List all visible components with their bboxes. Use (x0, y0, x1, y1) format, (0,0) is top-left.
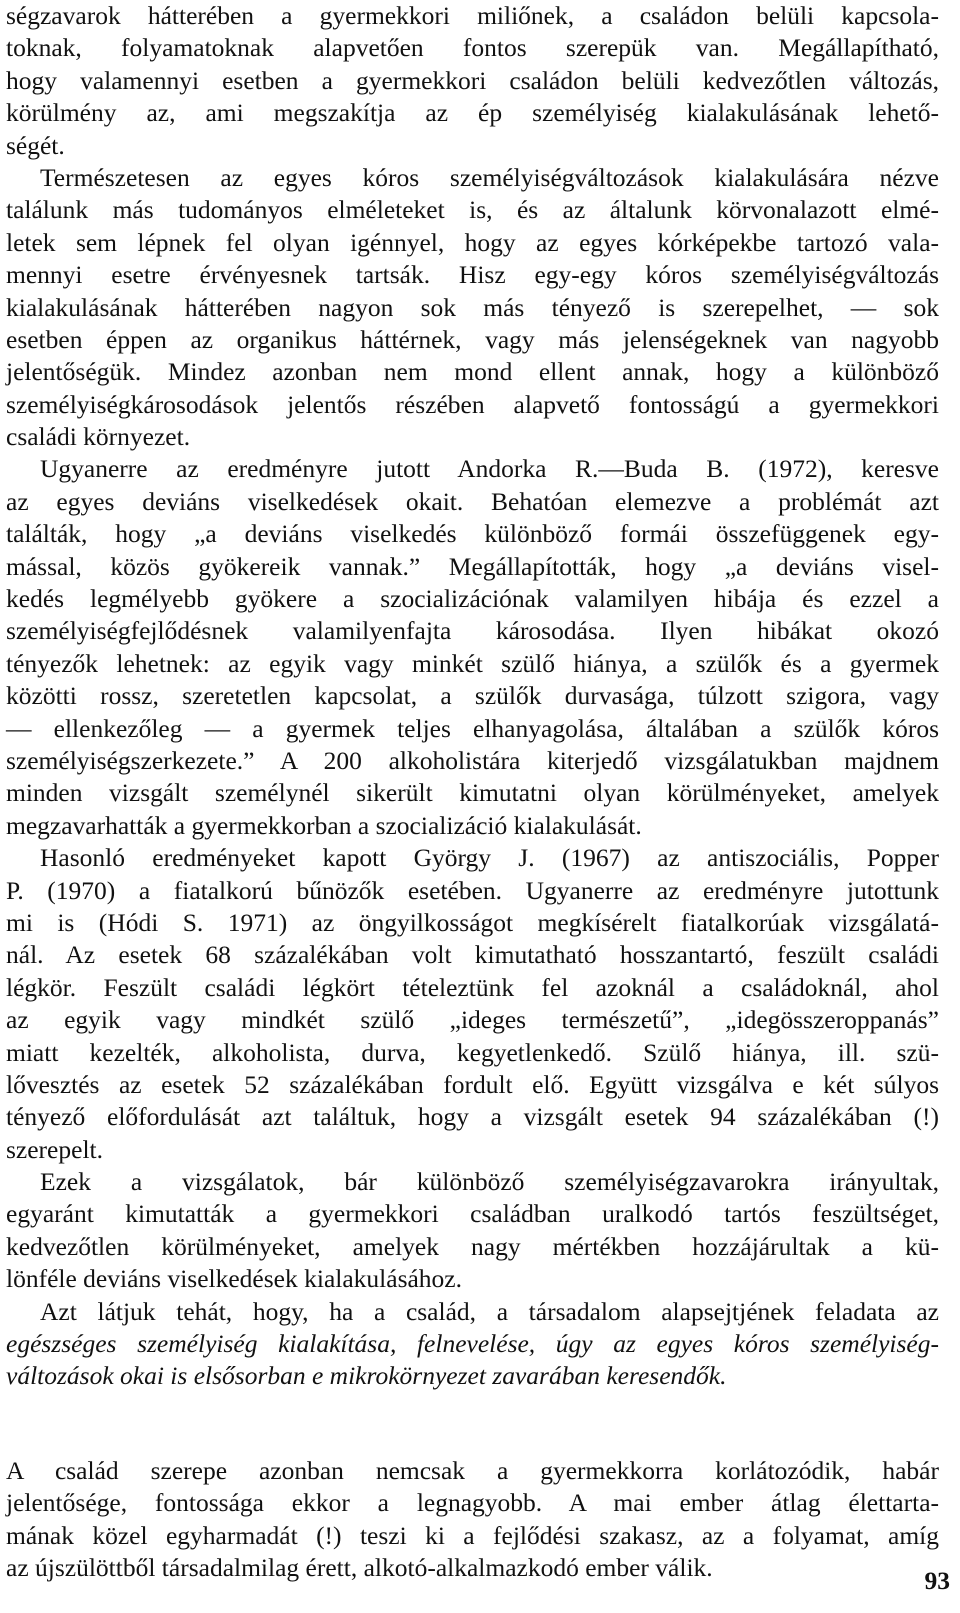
paragraph (6, 1455, 939, 1585)
paragraph (6, 1166, 939, 1296)
paragraph (6, 0, 939, 162)
text-line: Ezek a vizsgálatok, bár különböző személyiségzavarokra irányultak, (40, 1167, 939, 1197)
text-line: egyaránt kimutatták a gyermekkori családban uralkodó tartós feszültséget, (6, 1199, 939, 1229)
text-line: Hasonló eredményeket kapott György J. (1967) az antiszociális, Popper (40, 843, 939, 873)
text-line: személyiségfejlődésnek valamilyenfajta károsodása. Ilyen hibákat okozó (6, 616, 939, 646)
text-line: mással, közös gyökereik vannak.” Megállapították, hogy „a deviáns visel- (6, 551, 939, 581)
text-line: az újszülöttből társadalmilag érett, alkotó-alkalmazkodó ember válik. (6, 1552, 713, 1582)
document-page (6, 0, 939, 1584)
text-line: toknak, folyamatoknak alapvetően fontos szerepük van. Megállapítható, (6, 33, 939, 63)
paragraph-conclusion (6, 1296, 939, 1393)
section-gap (6, 1393, 939, 1455)
text-line: légkör. Feszült családi légkört tételeztünk fel azoknál a családoknál, ahol (6, 972, 939, 1002)
text-line: letek sem lépnek fel olyan igénnyel, hogy az egyes kórképekbe tartozó vala- (6, 227, 939, 257)
text-line: szerepelt. (6, 1134, 103, 1164)
text-line: lönféle deviáns viselkedések kialakulásához. (6, 1264, 462, 1294)
text-line: személyiségszerkezete.” A 200 alkoholistára kiterjedő vizsgálatukban majdnem (6, 745, 939, 775)
text-line: jelentőségük. Mindez azonban nem mond ellent annak, hogy a különböző (6, 357, 939, 387)
text-line: — ellenkezőleg — a gyermek teljes elhanyagolása, általában a szülők kóros (6, 713, 939, 743)
text-line: tényező előfordulását azt találtuk, hogy a vizsgált esetek 94 százalékában (!) (6, 1102, 939, 1132)
paragraph (6, 453, 939, 842)
paragraph (6, 842, 939, 1166)
text-line: változások okai is elsősorban e mikrokörnyezet zavarában keresendők. (6, 1361, 727, 1391)
text-line: mának közel egyharmadát (!) teszi ki a fejlődési szakasz, az a folyamat, amíg (6, 1520, 939, 1550)
text-line: A család szerepe azonban nemcsak a gyermekkorra korlátozódik, habár (6, 1455, 939, 1485)
text-line: Ugyanerre az eredményre jutott Andorka R.—Buda B. (1972), keresve (40, 454, 939, 484)
text-line: körülmény az, ami megszakítja az ép személyiség kialakulásának lehető- (6, 98, 939, 128)
text-line: kialakulásának hátterében nagyon sok más tényező is szerepelhet, — sok (6, 292, 939, 322)
text-line: jelentősége, fontossága ekkor a legnagyobb. A mai ember átlag élettarta- (6, 1488, 939, 1518)
text-line: hogy valamennyi esetben a gyermekkori családon belüli kedvezőtlen változás, (6, 65, 939, 95)
text-line: családi környezet. (6, 422, 191, 452)
text-line: kedés legmélyebb gyökere a szocializációnak valamilyen hibája és ezzel a (6, 584, 939, 614)
text-line: Azt látjuk tehát, hogy, ha a család, a társadalom alapsejtjének feladata az (40, 1296, 939, 1326)
text-line: mennyi esetre érvényesnek tartsák. Hisz egy-egy kóros személyiségváltozás (6, 260, 939, 290)
text-line: miatt kezelték, alkoholista, durva, kegyetlenkedő. Szülő hiánya, ill. szü- (6, 1037, 939, 1067)
text-line: személyiségkárosodások jelentős részében alapvető fontosságú a gyermekkori (6, 389, 939, 419)
text-line: mi is (Hódi S. 1971) az öngyilkosságot megkísérelt fiatalkorúak vizsgálatá- (6, 907, 939, 937)
text-line: esetben éppen az organikus háttérnek, vagy más jelenségeknek van nagyobb (6, 324, 939, 354)
text-line: kedvezőtlen körülményeket, amelyek nagy mértékben hozzájárultak a kü- (6, 1231, 939, 1261)
text-line: egészséges személyiség kialakítása, felnevelése, úgy az egyes kóros személyiség- (6, 1329, 939, 1359)
text-line: ségzavarok hátterében a gyermekkori miliőnek, a családon belüli kapcsola- (6, 1, 939, 30)
text-line: ségét. (6, 130, 65, 160)
text-line: az egyik vagy mindkét szülő „ideges természetű”, „idegösszeroppanás” (6, 1005, 939, 1035)
text-line: nál. Az esetek 68 százalékában volt kimutatható hosszantartó, feszült családi (6, 940, 939, 970)
text-line: találunk más tudományos elméleteket is, és az általunk körvonalazott elmé- (6, 195, 939, 225)
text-line: tényezők lehetnek: az egyik vagy minkét szülő hiánya, a szülők és a gyermek (6, 648, 939, 678)
paragraph (6, 162, 939, 454)
text-line: P. (1970) a fiatalkorú bűnözők esetében. Ugyanerre az eredményre jutottunk (6, 875, 939, 905)
text-line: Természetesen az egyes kóros személyiségváltozások kialakulására nézve (40, 162, 939, 192)
text-line: megzavarhatták a gyermekkorban a szocializáció kialakulását. (6, 810, 642, 840)
text-line: lővesztés az esetek 52 százalékában fordult elő. Együtt vizsgálva e két súlyos (6, 1069, 939, 1099)
page-number: 93 (924, 1566, 950, 1595)
text-line: közötti rossz, szeretetlen kapcsolat, a szülők durvasága, túlzott szigora, vagy (6, 681, 939, 711)
text-line: minden vizsgált személynél sikerült kimutatni olyan körülményeket, amelyek (6, 778, 939, 808)
text-line: találták, hogy „a deviáns viselkedés különböző formái összefüggenek egy- (6, 519, 939, 549)
text-line: az egyes deviáns viselkedések okait. Behatóan elemezve a problémát azt (6, 486, 939, 516)
